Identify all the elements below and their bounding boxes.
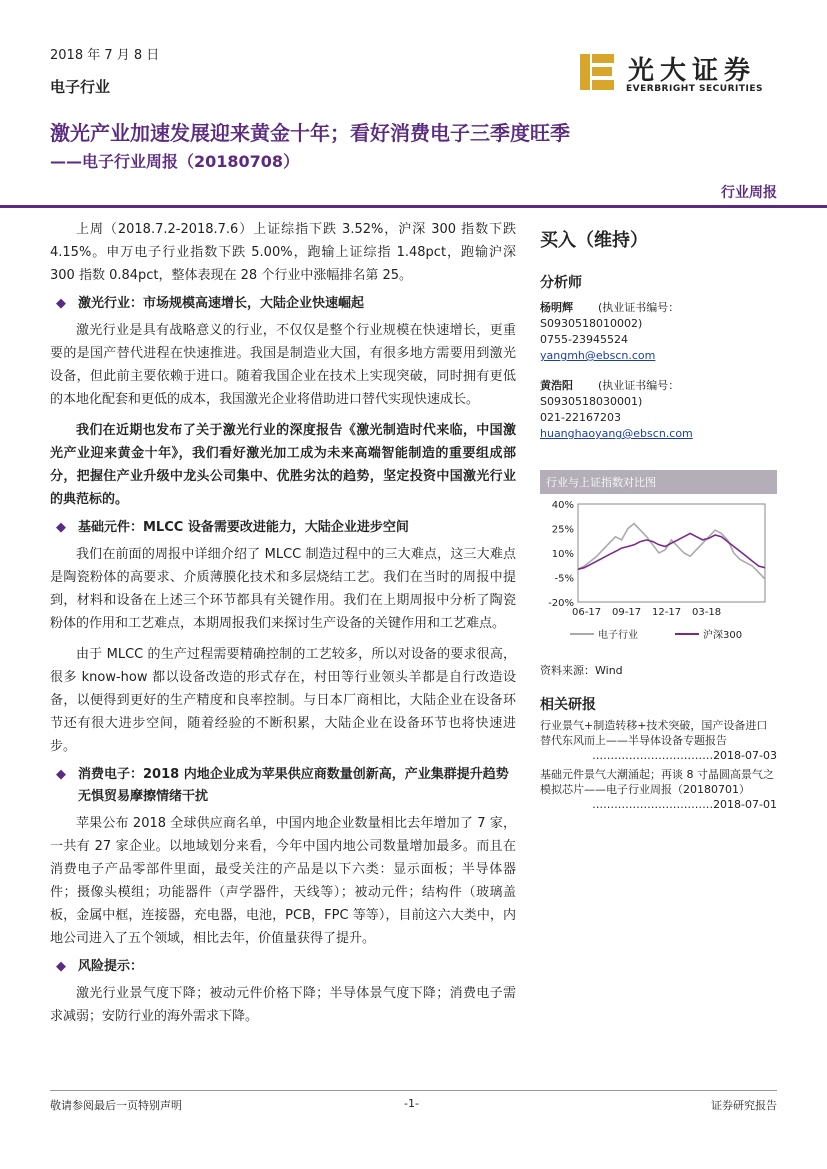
related-title: 基础元件景气大潮涌起；再谈 8 寸晶圆高景气之模拟芯片——电子行业周报（20180701） — [540, 768, 774, 796]
x-tick-label: 09-17 — [612, 607, 642, 618]
analyst-heading: 分析师 — [540, 275, 582, 291]
related-heading: 相关研报 — [540, 697, 596, 713]
report-title: 激光产业加速发展迎来黄金十年；看好消费电子三季度旺季 — [50, 121, 570, 145]
section-title: 消费电子：2018 内地企业成为苹果供应商数量创新高，产业集群提升趋势无惧贸易摩擦情绪干扰 — [78, 767, 509, 804]
analyst-name: 黄浩阳 — [540, 379, 573, 392]
laser-paragraph-1: 激光行业是具有战略意义的行业，不仅仅是整个行业规模在快速增长，更重要的是国产替代进程在快速推进。我国是制造业大国，有很多地方需要用到激光设备，但此前主要依赖于进口。随着我国企业在技术上实现突破，同时拥有更低的本地化配套和更低的成本，我国激光企业将借助进口替代实现快速成长。 — [50, 323, 516, 407]
section-title: 基础元件：MLCC 设备需要改进能力，大陆企业进步空间 — [78, 520, 409, 535]
legend-label: 电子行业 — [598, 630, 638, 641]
legend-label: 沪深300 — [703, 630, 743, 641]
analyst-card — [540, 378, 777, 442]
y-tick-label: -5% — [554, 573, 574, 585]
related-title: 行业景气+制造转移+技术突破，国产设备进口替代东风而上——半导体设备专题报告 — [540, 719, 768, 747]
plot-frame — [578, 504, 765, 602]
mlcc-paragraph-2: 由于 MLCC 的生产过程需要精确控制的工艺较多，所以对设备的要求很高，很多 know-how 都以设备改造的形式存在，村田等行业领头羊都是自行改造设备，以便得到更好的生产精度和良率控制。与日本厂商相比，大陆企业在设备环节还有很大进步空间，随着经验的不断积累，大陆企业在设备环节也将快速进步。 — [50, 647, 516, 754]
risk-paragraph: 激光行业景气度下降；被动元件价格下降；半导体景气度下降；消费电子需求减弱；安防行业的海外需求下降。 — [50, 986, 516, 1024]
comparison-chart — [540, 470, 777, 678]
x-tick-label: 03-18 — [692, 607, 722, 618]
mlcc-paragraph-1: 我们在前面的周报中详细介绍了 MLCC 制造过程中的三大难点，这三大难点是陶瓷粉体的高要求、介质薄膜化技术和多层烧结工艺。我们在当时的周报中提到，材料和设备在上述三个环节都具有关键作用。我们在上期周报中分析了陶瓷粉体的作用和工艺难点，本期周报我们来探讨生产设备的关键作用和工艺难点。 — [50, 547, 516, 631]
analyst-cert: (执业证书编号：S0930518030001) — [540, 379, 680, 408]
series-line-电子行业 — [578, 524, 765, 580]
rating: 买入（维持） — [540, 230, 648, 251]
related-date: ……………………………2018-07-03 — [592, 749, 777, 762]
report-type: 行业周报 — [721, 185, 777, 201]
related-item[interactable] — [540, 767, 777, 812]
logo-mark-icon — [578, 50, 618, 94]
report-date: 2018 年 7 月 8 日 — [50, 48, 160, 63]
analyst-card — [540, 300, 777, 364]
consumer-paragraph: 苹果公布 2018 全球供应商名单，中国内地企业数量相比去年增加了 7 家，一共有 27 家企业。以地域划分来看，今年中国内地公司数量增加最多。而且在消费电子产品零部件里面，最受关注的产品是以下六类：显示面板；半导体器件；摄像头模组；功能器件（声学器件，天线等）；被动元件；结构件（玻璃盖板，金属中框，连接器，充电器，电池，PCB，FPC 等等），目前这六大类中，内地公司进入了五个领域，相比去年，价值量获得了提升。 — [50, 816, 516, 946]
section-title: 风险提示： — [78, 959, 144, 974]
y-tick-label: -20% — [548, 598, 574, 609]
y-tick-label: 25% — [551, 524, 574, 536]
analyst-phone: 021-22167203 — [540, 411, 621, 424]
section-title: 激光行业：市场规模高速增长，大陆企业快速崛起 — [78, 296, 365, 311]
analyst-name: 杨明辉 — [540, 301, 573, 314]
chart-title: 行业与上证指数对比图 — [540, 470, 777, 494]
diamond-bullet-icon: ◆ — [56, 959, 66, 974]
header-divider — [0, 205, 827, 208]
section-heading-consumer — [50, 764, 516, 808]
logo-text-en: EVERBRIGHT SECURITIES — [626, 84, 763, 94]
page-number: -1- — [404, 1097, 419, 1110]
industry-label: 电子行业 — [50, 78, 111, 96]
analyst-phone: 0755-23945524 — [540, 333, 628, 346]
analyst-email-link[interactable]: huanghaoyang@ebscn.com — [540, 427, 693, 440]
x-tick-label: 06-17 — [572, 607, 602, 618]
y-tick-label: 40% — [551, 500, 574, 511]
section-heading-mlcc — [50, 517, 516, 539]
section-heading-laser — [50, 293, 516, 315]
footer-disclaimer: 敬请参阅最后一页特别声明 — [50, 1099, 182, 1112]
analyst-email-link[interactable]: yangmh@ebscn.com — [540, 349, 656, 362]
intro-paragraph: 上周（2018.7.2-2018.7.6）上证综指下跌 3.52%，沪深 300 指数下跌 4.15%。申万电子行业指数下跌 5.00%，跑输上证综指 1.48pct，跑输沪深 300 指数 0.84pct，整体表现在 28 个行业中涨幅排名第 25。 — [50, 222, 516, 283]
related-item[interactable] — [540, 718, 777, 763]
report-subtitle: ——电子行业周报（20180708） — [50, 152, 300, 171]
footer-report-label: 证券研究报告 — [711, 1099, 777, 1112]
diamond-bullet-icon: ◆ — [56, 767, 66, 782]
diamond-bullet-icon: ◆ — [56, 520, 66, 535]
chart-source: 资料来源：Wind — [540, 664, 623, 677]
related-date: ……………………………2018-07-01 — [592, 798, 777, 811]
analyst-cert: (执业证书编号：S0930518010002) — [540, 301, 680, 330]
footer-divider — [50, 1090, 777, 1091]
y-tick-label: 10% — [551, 549, 574, 560]
logo-text-cn: 光大证券 — [628, 56, 757, 86]
company-logo — [578, 50, 778, 95]
x-tick-label: 12-17 — [652, 607, 682, 618]
laser-paragraph-2: 我们在近期也发布了关于激光行业的深度报告《激光制造时代来临，中国激光产业迎来黄金十年》，我们看好激光加工成为未来高端智能制造的重要组成部分，把握住产业升级中龙头公司集中、优胜劣汰的趋势，坚定投资中国激光行业的典范标的。 — [50, 423, 516, 507]
main-column — [50, 218, 516, 1028]
diamond-bullet-icon: ◆ — [56, 296, 66, 311]
section-heading-risk — [50, 956, 516, 978]
sidebar — [540, 218, 777, 812]
chart-svg — [540, 494, 777, 654]
